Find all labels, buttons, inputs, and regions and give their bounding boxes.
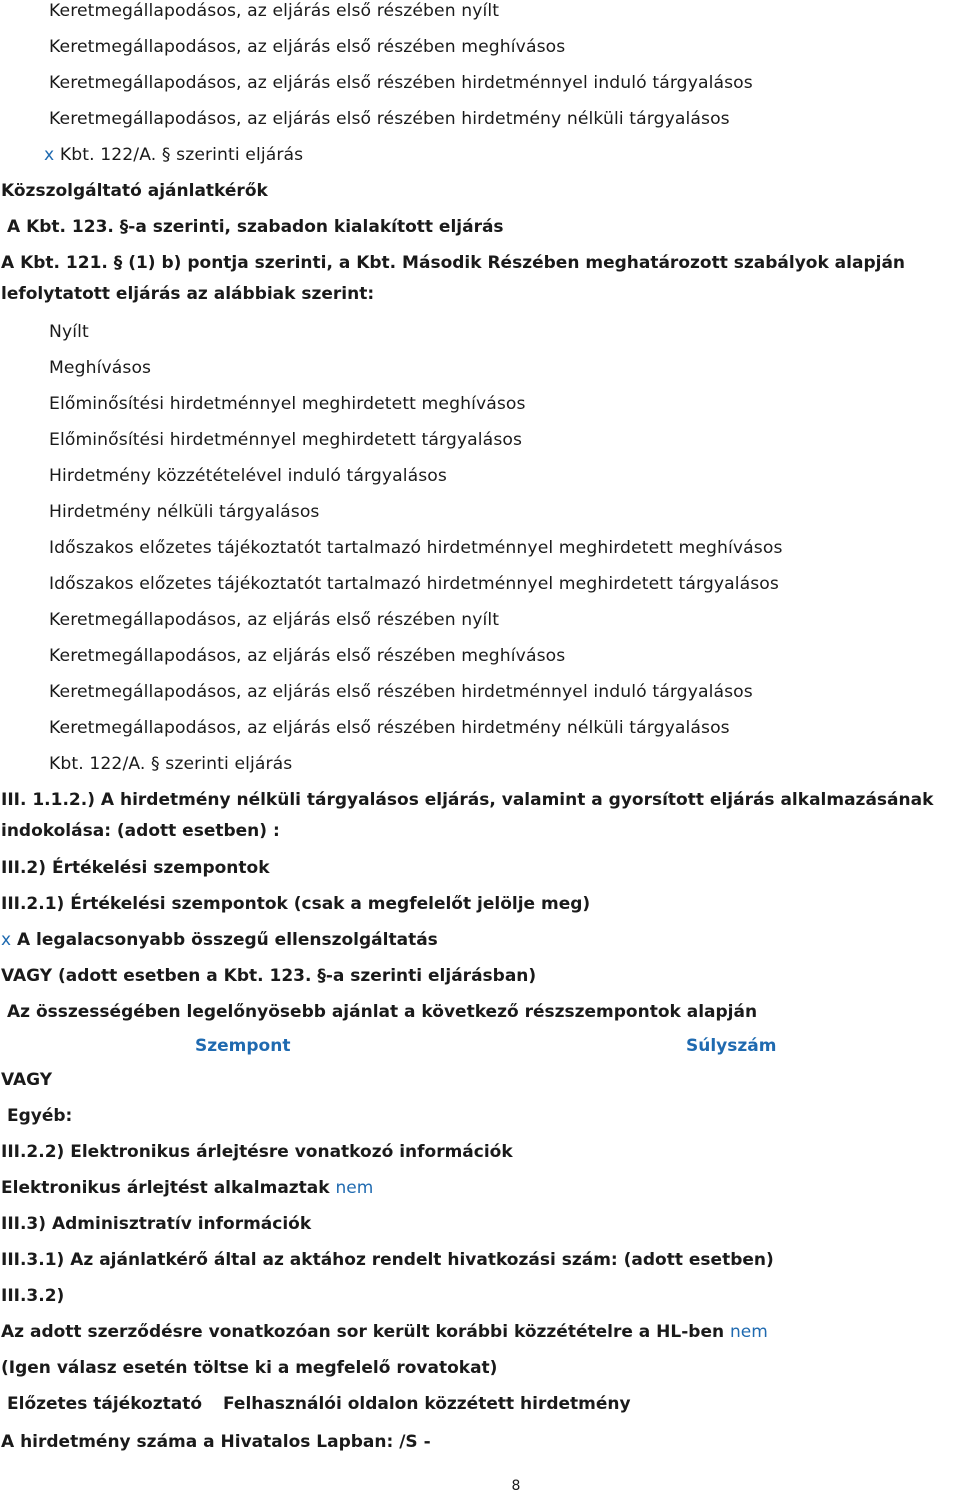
procedure-option: Előminősítési hirdetménnyel meghirdetett tárgyalásos — [49, 430, 523, 450]
procedure-option: A Kbt. 123. §-a szerinti, szabadon kialakított eljárás — [7, 217, 504, 237]
selection-mark: x — [44, 145, 55, 165]
section-heading: III. 1.1.2.) A hirdetmény nélküli tárgyalásos eljárás, valamint a gyorsított eljárás alkalmazásának — [1, 790, 934, 810]
section-heading: III.3.2) — [1, 1286, 65, 1306]
procedure-option: Keretmegállapodásos, az eljárás első részében meghívásos — [49, 646, 566, 666]
criterion-option: Az összességében legelőnyösebb ajánlat a következő részszempontok alapján — [7, 1002, 758, 1022]
criteria-column-header: Szempont — [195, 1036, 291, 1056]
procedure-option: Keretmegállapodásos, az eljárás első részében nyílt — [49, 1, 500, 21]
procedure-option: Keretmegállapodásos, az eljárás első részében hirdetmény nélküli tárgyalásos — [49, 718, 730, 738]
auction-line — [1, 1177, 373, 1199]
selection-mark: x — [1, 930, 12, 950]
prior-publication-label: Az adott szerződésre vonatkozóan sor került korábbi közzétételre a HL-ben — [1, 1322, 725, 1342]
procedure-option: Hirdetmény nélküli tárgyalásos — [49, 502, 320, 522]
procedure-option: Meghívásos — [49, 358, 152, 378]
section-heading: Közszolgáltató ajánlatkérők — [1, 181, 268, 201]
auction-label: Elektronikus árlejtést alkalmaztak — [1, 1178, 330, 1198]
instruction-note: (Igen válasz esetén töltse ki a megfelelő rovatokat) — [1, 1358, 498, 1378]
procedure-option-selected — [44, 144, 303, 166]
criterion-option-selected — [1, 929, 438, 951]
prior-info-option: Előzetes tájékoztató — [7, 1394, 203, 1414]
procedure-option: Nyílt — [49, 322, 89, 342]
procedure-option: Keretmegállapodásos, az eljárás első részében hirdetménnyel induló tárgyalásos — [49, 73, 753, 93]
paragraph-line: A Kbt. 121. § (1) b) pontja szerinti, a Kbt. Második Részében meghatározott szabályok alapján — [1, 253, 906, 273]
procedure-option: Keretmegállapodásos, az eljárás első részében meghívásos — [49, 37, 566, 57]
section-heading: III.3) Adminisztratív információk — [1, 1214, 312, 1234]
procedure-option-label: Kbt. 122/A. § szerinti eljárás — [59, 145, 304, 165]
procedure-option: Keretmegállapodásos, az eljárás első részében nyílt — [49, 610, 500, 630]
auction-value: nem — [335, 1178, 374, 1198]
section-heading: III.2.2) Elektronikus árlejtésre vonatkozó információk — [1, 1142, 513, 1162]
procedure-option: Időszakos előzetes tájékoztatót tartalmazó hirdetménnyel meghirdetett tárgyalásos — [49, 574, 779, 594]
procedure-option: Időszakos előzetes tájékoztatót tartalmazó hirdetménnyel meghirdetett meghívásos — [49, 538, 783, 558]
page-number: 8 — [511, 1478, 521, 1494]
procedure-option: Kbt. 122/A. § szerinti eljárás — [49, 754, 293, 774]
section-heading: III.3.1) Az ajánlatkérő által az aktához rendelt hivatkozási szám: (adott esetben) — [1, 1250, 774, 1270]
or-line: VAGY (adott esetben a Kbt. 123. §-a szerinti eljárásban) — [1, 966, 537, 986]
official-journal-number: A hirdetmény száma a Hivatalos Lapban: /S - — [1, 1432, 431, 1452]
buyer-profile-option: Felhasználói oldalon közzétett hirdetmény — [223, 1394, 631, 1414]
weight-column-header: Súlyszám — [686, 1036, 777, 1056]
procedure-option: Előminősítési hirdetménnyel meghirdetett meghívásos — [49, 394, 526, 414]
criterion-option-label: A legalacsonyabb összegű ellenszolgáltatás — [16, 930, 438, 950]
procedure-option: Keretmegállapodásos, az eljárás első részében hirdetménnyel induló tárgyalásos — [49, 682, 753, 702]
prior-publication-line — [1, 1321, 768, 1343]
procedure-option: Hirdetmény közzétételével induló tárgyalásos — [49, 466, 447, 486]
section-heading: indokolása: (adott esetben) : — [1, 821, 280, 841]
section-heading: III.2.1) Értékelési szempontok (csak a megfelelőt jelölje meg) — [1, 894, 591, 914]
prior-publication-value: nem — [730, 1322, 768, 1342]
section-heading: III.2) Értékelési szempontok — [1, 858, 270, 878]
or-line: VAGY — [1, 1070, 53, 1090]
procedure-option: Keretmegállapodásos, az eljárás első részében hirdetmény nélküli tárgyalásos — [49, 109, 730, 129]
paragraph-line: lefolytatott eljárás az alábbiak szerint: — [1, 284, 375, 304]
other-label: Egyéb: — [7, 1106, 73, 1126]
